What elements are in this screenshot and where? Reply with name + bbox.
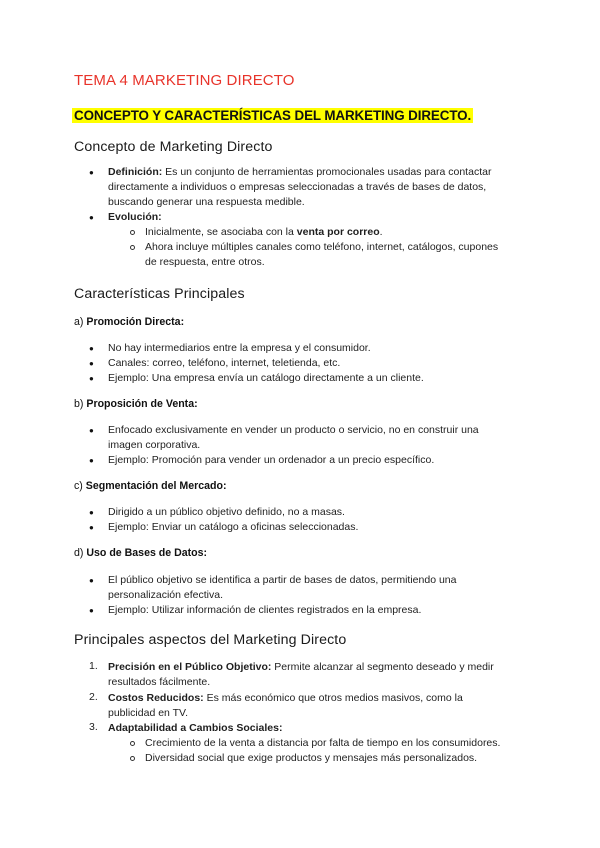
circle-bullet (130, 245, 135, 250)
highlighted-heading: CONCEPTO Y CARACTERÍSTICAS DEL MARKETING DIRECTO. (74, 108, 472, 123)
subheading-d (74, 547, 207, 559)
subheading-b (74, 398, 198, 410)
subheading-d-prefix: d) (74, 547, 87, 559)
evolution-label: Evolución: (108, 211, 162, 223)
aspect-1-line-2: resultados fácilmente. (108, 676, 211, 688)
evolution-item-1-end: . (379, 226, 383, 238)
bullet-dot: ● (89, 374, 94, 383)
section-heading-caracteristicas: Características Principales (74, 286, 245, 302)
subheading-c-label: Segmentación del Mercado: (85, 480, 227, 492)
evolution-item-2-line-1: Ahora incluye múltiples canales como teléfono, internet, catálogos, cupones (145, 241, 499, 253)
bullet-dot: ● (89, 344, 94, 353)
subheading-c-prefix: c) (74, 480, 86, 492)
evolution-item-1-text: Inicialmente, se asociaba con la (145, 226, 297, 238)
evolution-item-1 (145, 225, 383, 240)
subheading-a-label: Promoción Directa: (86, 316, 185, 328)
definition-line-2: directamente a individuos o empresas seleccionadas a través de bases de datos, (108, 181, 487, 193)
aspect-2-line-1 (108, 691, 463, 706)
circle-bullet (130, 756, 135, 761)
list-item-d1-line-1: El público objetivo se identifica a partir de bases de datos, permitiendo una (108, 574, 457, 586)
definition-line-3: buscando generar una respuesta medible. (108, 196, 305, 208)
list-item-b1-line-2: imagen corporativa. (108, 439, 201, 451)
aspect-3-label: Adaptabilidad a Cambios Sociales: (108, 722, 283, 734)
bullet-dot: ● (89, 213, 94, 222)
list-number-1: 1. (89, 660, 98, 672)
evolution-item-2-line-2: de respuesta, entre otros. (145, 256, 265, 268)
list-number-3: 3. (89, 721, 98, 733)
list-item-c1: Dirigido a un público objetivo definido, no a masas. (108, 506, 345, 518)
list-item-a1: No hay intermediarios entre la empresa y el consumidor. (108, 342, 371, 354)
list-item-b2: Ejemplo: Promoción para vender un ordenador a un precio específico. (108, 454, 435, 466)
aspect-1-text: Permite alcanzar al segmento deseado y medir (271, 661, 494, 673)
aspect-3-sub-2: Diversidad social que exige productos y mensajes más personalizados. (145, 752, 478, 764)
list-number-2: 2. (89, 691, 98, 703)
definition-text-1: Es un conjunto de herramientas promocionales usadas para contactar (162, 166, 492, 178)
definition-label: Definición: (108, 166, 163, 178)
list-item-c2: Ejemplo: Enviar un catálogo a oficinas seleccionadas. (108, 521, 359, 533)
subheading-a (74, 316, 184, 328)
aspect-2-line-2: publicidad en TV. (108, 707, 188, 719)
subheading-b-label: Proposición de Venta: (86, 398, 198, 410)
aspect-2-label: Costos Reducidos: (108, 692, 204, 704)
aspect-3-line-1 (108, 721, 282, 736)
circle-bullet (130, 230, 135, 235)
bullet-dot: ● (89, 359, 94, 368)
subheading-c (74, 480, 226, 492)
evolution-item-1-bold: venta por correo (296, 226, 380, 238)
definition-line-1 (108, 165, 491, 180)
bullet-dot: ● (89, 168, 94, 177)
aspect-3-sub-1: Crecimiento de la venta a distancia por falta de tiempo en los consumidores. (145, 737, 501, 749)
bullet-dot: ● (89, 606, 94, 615)
section-heading-aspectos: Principales aspectos del Marketing Directo (74, 632, 347, 648)
list-item-d1-line-2: personalización efectiva. (108, 589, 223, 601)
circle-bullet (130, 741, 135, 746)
aspect-2-text: Es más económico que otros medios masivos, como la (203, 692, 463, 704)
bullet-dot: ● (89, 456, 94, 465)
bullet-dot: ● (89, 508, 94, 517)
subheading-a-prefix: a) (74, 316, 87, 328)
list-item-a2: Canales: correo, teléfono, internet, teletienda, etc. (108, 357, 341, 369)
section-heading-concepto: Concepto de Marketing Directo (74, 139, 273, 155)
document-title: TEMA 4 MARKETING DIRECTO (74, 72, 295, 89)
evolution-label-line (108, 210, 162, 225)
bullet-dot: ● (89, 426, 94, 435)
list-item-a3: Ejemplo: Una empresa envía un catálogo directamente a un cliente. (108, 372, 424, 384)
aspect-1-label: Precisión en el Público Objetivo: (108, 661, 272, 673)
bullet-dot: ● (89, 576, 94, 585)
subheading-b-prefix: b) (74, 398, 87, 410)
aspect-1-line-1 (108, 660, 494, 675)
list-item-b1-line-1: Enfocado exclusivamente en vender un producto o servicio, no en construir una (108, 424, 479, 436)
bullet-dot: ● (89, 523, 94, 532)
list-item-d2: Ejemplo: Utilizar información de clientes registrados en la empresa. (108, 604, 422, 616)
subheading-d-label: Uso de Bases de Datos: (86, 547, 208, 559)
